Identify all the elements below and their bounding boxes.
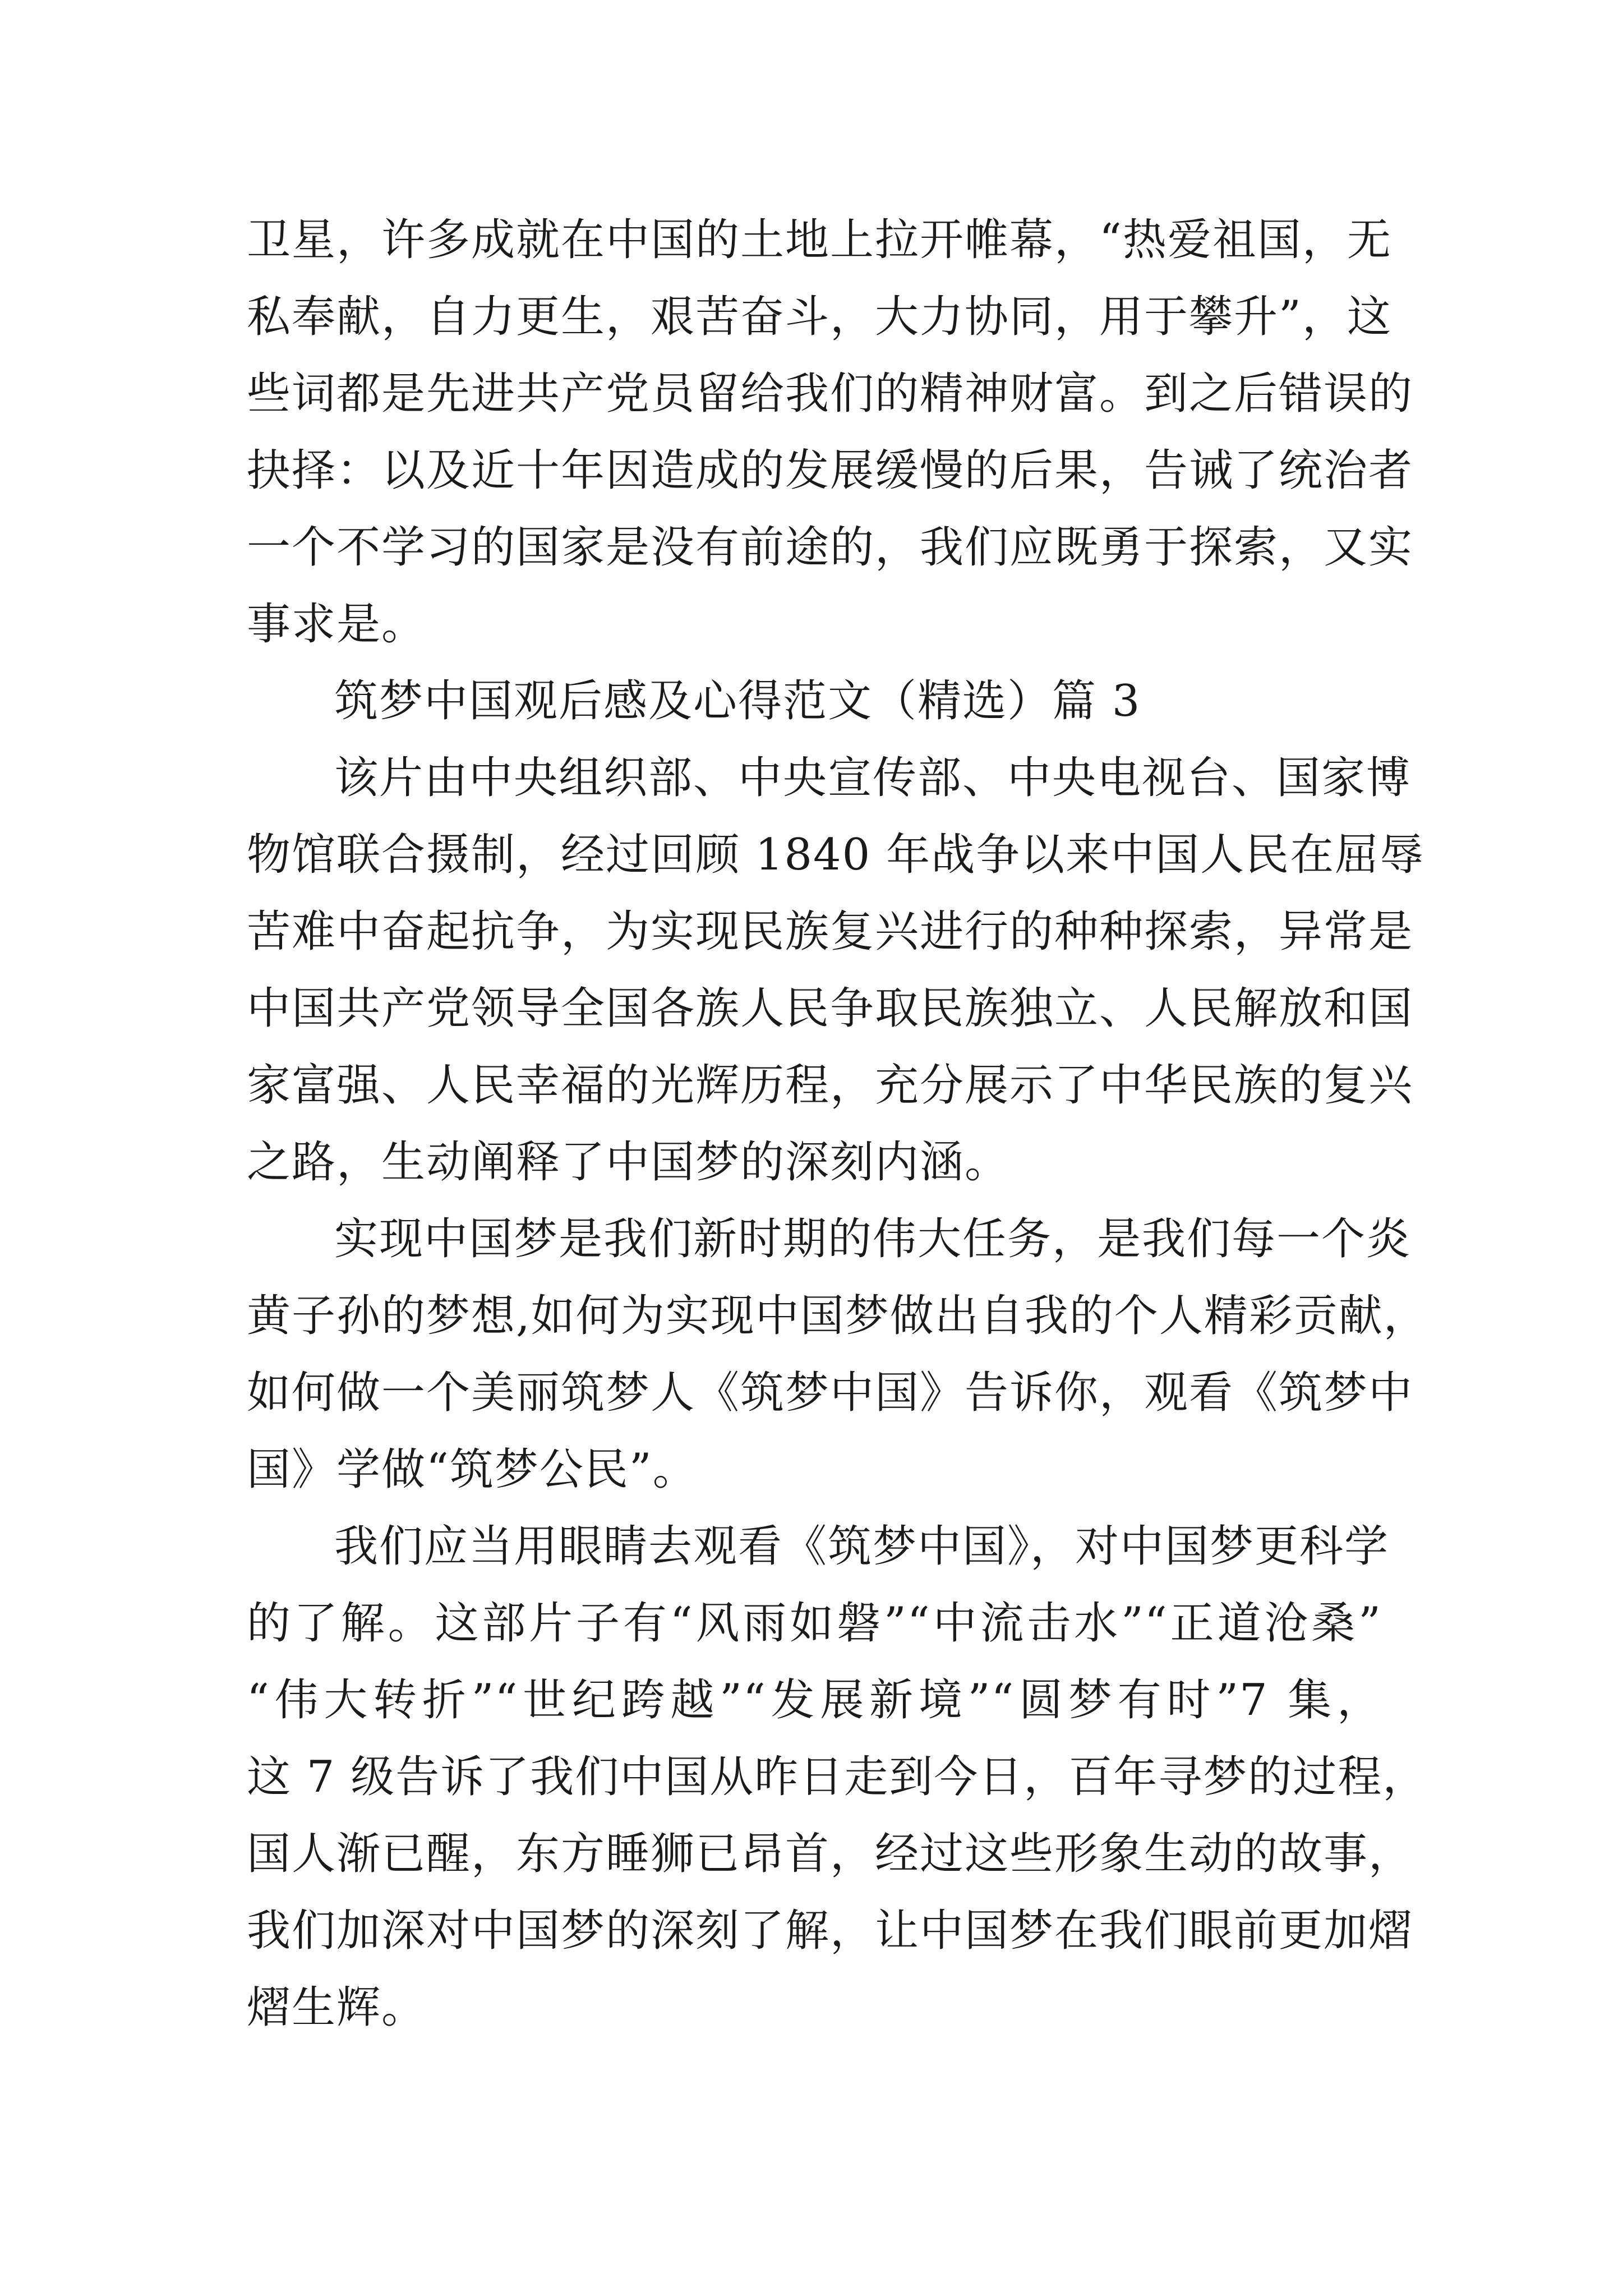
paragraph-line: 私奉献，自力更生，艰苦奋斗，大力协同，用于攀升”，这 [247,292,1392,342]
paragraph-line: 国》学做“筑梦公民”。 [247,1444,698,1495]
paragraph-line: 这 7 级告诉了我们中国从昨日走到今日，百年寻梦的过程， [247,1752,1428,1802]
paragraph-line: 苦难中奋起抗争，为实现民族复兴进行的种种探索，异常是 [247,907,1414,957]
paragraph-line: 之路，生动阐释了中国梦的深刻内涵。 [247,1137,1010,1188]
paragraph-line: 卫星，许多成就在中国的土地上拉开帷幕，“热爱祖国，无 [247,215,1392,265]
paragraph-line: 物馆联合摄制，经过回顾 1840 年战争以来中国人民在屈辱 [247,830,1425,880]
paragraph-line: 些词都是先进共产党员留给我们的精神财富。到之后错误的 [247,369,1414,419]
paragraph-2 [247,740,1425,1201]
paragraph-line: 我们加深对中国梦的深刻了解，让中国梦在我们眼前更加熠 [247,1906,1414,1956]
paragraph-line: 我们应当用眼睛去观看《筑梦中国》，对中国梦更科学 [334,1521,1390,1572]
paragraph-3 [247,1201,1428,1508]
paragraph-line: 中国共产党领导全国各族人民争取民族独立、人民解放和国 [247,983,1414,1034]
paragraph-line: 该片由中央组织部、中央宣传部、中央电视台、国家博 [334,753,1412,803]
paragraph-line: 抉择：以及近十年因造成的发展缓慢的后果，告诫了统治者 [247,445,1414,496]
paragraph-line: “伟大转折”“世纪跨越”“发展新境”“圆梦有时”7 集， [247,1675,1382,1726]
paragraph-line: 熠生辉。 [247,1982,427,2033]
paragraph-line: 家富强、人民幸福的光辉历程，充分展示了中华民族的复兴 [247,1060,1414,1111]
paragraph-line: 实现中国梦是我们新时期的伟大任务，是我们每一个炎 [334,1214,1412,1264]
document-body [247,202,1428,2046]
paragraph-line: 黄子孙的梦想,如何为实现中国梦做出自我的个人精彩贡献， [247,1291,1428,1341]
paragraph-4 [247,1508,1428,2046]
paragraph-line: 国人渐已醒，东方睡狮已昂首，经过这些形象生动的故事， [247,1829,1414,1879]
paragraph-line: 的了解。这部片子有“风雨如磐”“中流击水”“正道沧桑” [247,1598,1382,1649]
section-heading [247,663,1382,740]
paragraph-line: 如何做一个美丽筑梦人《筑梦中国》告诉你，观看《筑梦中 [247,1368,1414,1418]
paragraph-1 [247,202,1414,663]
paragraph-line: 一个不学习的国家是没有前途的，我们应既勇于探索，又实 [247,522,1414,573]
paragraph-line: 事求是。 [247,599,427,650]
section-heading-text: 筑梦中国观后感及心得范文（精选）篇 3 [334,676,1141,726]
